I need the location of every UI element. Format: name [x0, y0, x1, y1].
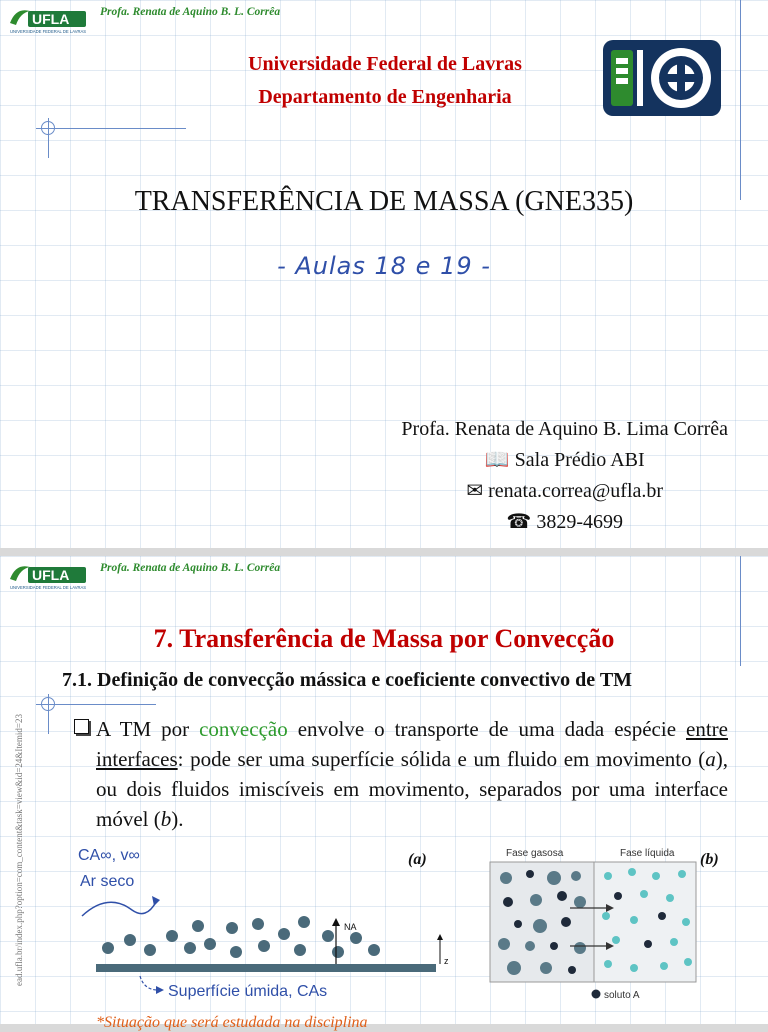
gas-phase-label: Fase gasosa — [506, 848, 564, 859]
ufla-logo — [6, 3, 90, 35]
footer-note: *Situação que será estudada na disciplina — [96, 1014, 368, 1031]
subsection-title: 7.1. Definição de convecção mássica e coeficiente convectivo de TM — [62, 669, 633, 691]
svg-text:UFLA: UFLA — [32, 567, 70, 583]
wet-surface-plate — [96, 964, 436, 972]
air-label: Ar seco — [80, 873, 135, 890]
figure-a-flat-plate — [68, 840, 448, 1024]
decor-circle — [41, 121, 55, 135]
vapor-particles — [102, 916, 380, 958]
section-title: 7. Transferência de Massa por Convecção — [153, 624, 615, 653]
svg-text:UFLA: UFLA — [32, 11, 70, 27]
institution-block — [170, 48, 600, 114]
figure-b-label: (b) — [700, 851, 719, 868]
ufla-logo — [6, 559, 90, 591]
phone-text: 3829-4699 — [536, 511, 623, 533]
engineering-department-logo — [603, 40, 721, 116]
surface-label: Superfície úmida, CAs — [168, 983, 328, 1000]
envelope-icon: ✉ — [466, 480, 484, 502]
header-author: Profa. Renata de Aquino B. L. Corrêa — [100, 562, 281, 574]
svg-text:UNIVERSIDADE FEDERAL DE LAVRAS: UNIVERSIDADE FEDERAL DE LAVRAS — [10, 585, 87, 590]
lessons-subtitle: - Aulas 18 e 19 - — [277, 252, 491, 280]
contact-block — [401, 414, 728, 538]
professor-name: Profa. Renata de Aquino B. Lima Corrêa — [401, 418, 728, 440]
figure-a-label: (a) — [408, 851, 427, 868]
department-name: Departamento de Engenharia — [258, 86, 512, 108]
svg-text:UNIVERSIDADE FEDERAL DE LAVRAS: UNIVERSIDADE FEDERAL DE LAVRAS — [10, 29, 87, 34]
figure-b-two-phase — [484, 842, 736, 1004]
airflow-arrowhead-icon — [152, 896, 160, 906]
book-icon: 📖 — [484, 449, 510, 471]
flux-label: NA — [344, 922, 357, 932]
para-text: ), ou dois fluidos imiscíveis em movimento, separados por uma interface móvel ( — [96, 747, 728, 831]
para-italic-a: a — [705, 747, 716, 771]
para-text: : pode ser uma superfície sólida e um fluido em movimento ( — [177, 747, 706, 771]
free-stream-label: CA∞, v∞ — [78, 847, 140, 864]
room-row — [401, 445, 728, 476]
decor-circle — [41, 697, 55, 711]
definition-paragraph — [96, 714, 728, 834]
solute-legend-icon — [592, 990, 601, 999]
para-highlight: convecção — [199, 717, 288, 741]
liquid-phase-label: Fase líquida — [620, 848, 675, 859]
email-row — [401, 476, 728, 507]
decor-line — [36, 128, 186, 129]
slide-header — [0, 0, 768, 34]
course-title: TRANSFERÊNCIA DE MASSA (GNE335) — [134, 186, 634, 217]
telephone-icon: ☎ — [506, 511, 532, 533]
para-text: envolve o transporte de uma dada espécie — [287, 717, 687, 741]
para-underlined: entre interfaces — [96, 717, 728, 771]
side-url: ead.ufla.br/index.php?option=com_content&task=view&id=24&Itemid=23 — [14, 714, 24, 986]
checkbox-bullet-icon — [74, 719, 89, 734]
para-text: A TM por — [96, 717, 200, 741]
content-slide — [0, 556, 768, 1031]
phone-row — [401, 507, 728, 538]
para-text: ). — [171, 807, 184, 831]
surface-pointer-icon — [140, 976, 158, 990]
slide-header — [0, 556, 768, 590]
university-name: Universidade Federal de Lavras — [248, 53, 522, 75]
surface-pointer-arrowhead-icon — [156, 986, 164, 994]
decor-line — [740, 0, 741, 200]
flux-arrowhead-icon — [332, 918, 340, 926]
z-axis-label: z — [444, 956, 449, 966]
solute-legend-label: soluto A — [604, 990, 640, 1001]
z-axis-arrowhead-icon — [437, 934, 443, 940]
email-text: renata.correa@ufla.br — [488, 480, 664, 502]
room-text: Sala Prédio ABI — [514, 449, 645, 471]
header-author: Profa. Renata de Aquino B. L. Corrêa — [100, 6, 281, 18]
airflow-arrow-icon — [82, 902, 156, 916]
para-italic-b: b — [160, 807, 172, 831]
